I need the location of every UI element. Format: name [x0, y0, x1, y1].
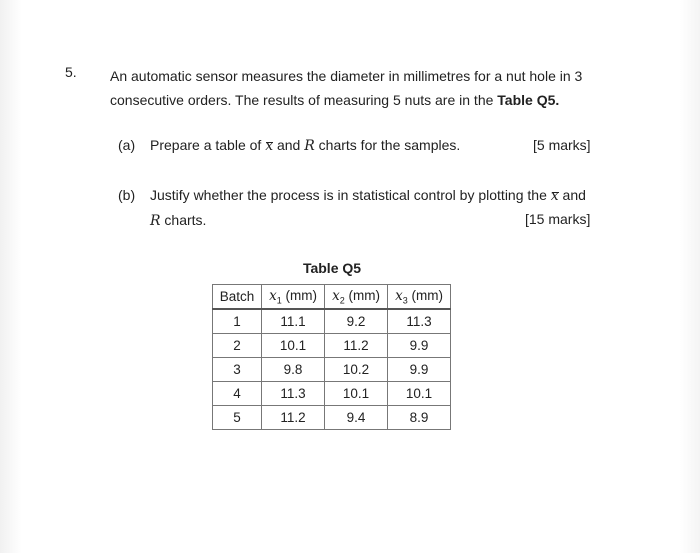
- cell-x1: 9.8: [262, 358, 325, 382]
- cell-x1: 11.1: [262, 309, 325, 334]
- part-a-text-mid: and: [273, 137, 305, 153]
- cell-x2: 9.4: [325, 406, 388, 430]
- cell-x1: 11.2: [262, 406, 325, 430]
- cell-x2: 10.1: [325, 382, 388, 406]
- cell-x2: 9.2: [325, 309, 388, 334]
- part-b-text-before: Justify whether the process is in statistical control by plotting the: [150, 187, 551, 203]
- part-a-text: [150, 133, 460, 158]
- stem-table-ref: Table Q5.: [497, 92, 560, 108]
- table-row: [213, 358, 451, 382]
- part-a-text-after: charts for the samples.: [314, 137, 461, 153]
- part-b-text-and: and: [558, 187, 586, 203]
- part-a-label: (a): [118, 137, 136, 153]
- cell-x2: 10.2: [325, 358, 388, 382]
- part-b-text-after: charts.: [160, 212, 207, 228]
- table-row: [213, 382, 451, 406]
- part-a-text-before: Prepare a table of: [150, 137, 266, 153]
- stem-text: An automatic sensor measures the diameter in millimetres for a nut hole in 3 consecutive orders. The results of measuring 5 nuts are in the: [110, 68, 583, 108]
- question-stem: [110, 64, 605, 112]
- r-symbol: R: [150, 213, 161, 229]
- data-table: [212, 284, 451, 430]
- part-b-label: (b): [118, 187, 136, 203]
- part-b-marks: [15 marks]: [525, 211, 591, 227]
- header-x2: $x_2$ (mm): [325, 285, 388, 310]
- question-number: 5.: [65, 64, 77, 80]
- table-caption: Table Q5: [302, 260, 362, 276]
- part-a-marks: [5 marks]: [533, 137, 591, 153]
- table-row: [213, 406, 451, 430]
- cell-x1: 11.3: [262, 382, 325, 406]
- table-header-row: [213, 285, 451, 310]
- cell-batch: 2: [213, 334, 262, 358]
- cell-x3: 9.9: [388, 358, 451, 382]
- xbar-symbol: x: [550, 188, 559, 204]
- xbar-symbol: x: [265, 138, 274, 154]
- cell-x1: 10.1: [262, 334, 325, 358]
- cell-x3: 8.9: [388, 406, 451, 430]
- cell-x3: 11.3: [388, 309, 451, 334]
- r-symbol: R: [304, 138, 315, 154]
- cell-x3: 10.1: [388, 382, 451, 406]
- cell-batch: 4: [213, 382, 262, 406]
- header-x3: $x_3$ (mm): [388, 285, 451, 310]
- table-row: [213, 334, 451, 358]
- cell-x3: 9.9: [388, 334, 451, 358]
- header-x1: $x_1$ (mm): [262, 285, 325, 310]
- header-batch: Batch: [213, 285, 262, 310]
- cell-batch: 5: [213, 406, 262, 430]
- cell-batch: 3: [213, 358, 262, 382]
- cell-batch: 1: [213, 309, 262, 334]
- table-row: [213, 309, 451, 334]
- cell-x2: 11.2: [325, 334, 388, 358]
